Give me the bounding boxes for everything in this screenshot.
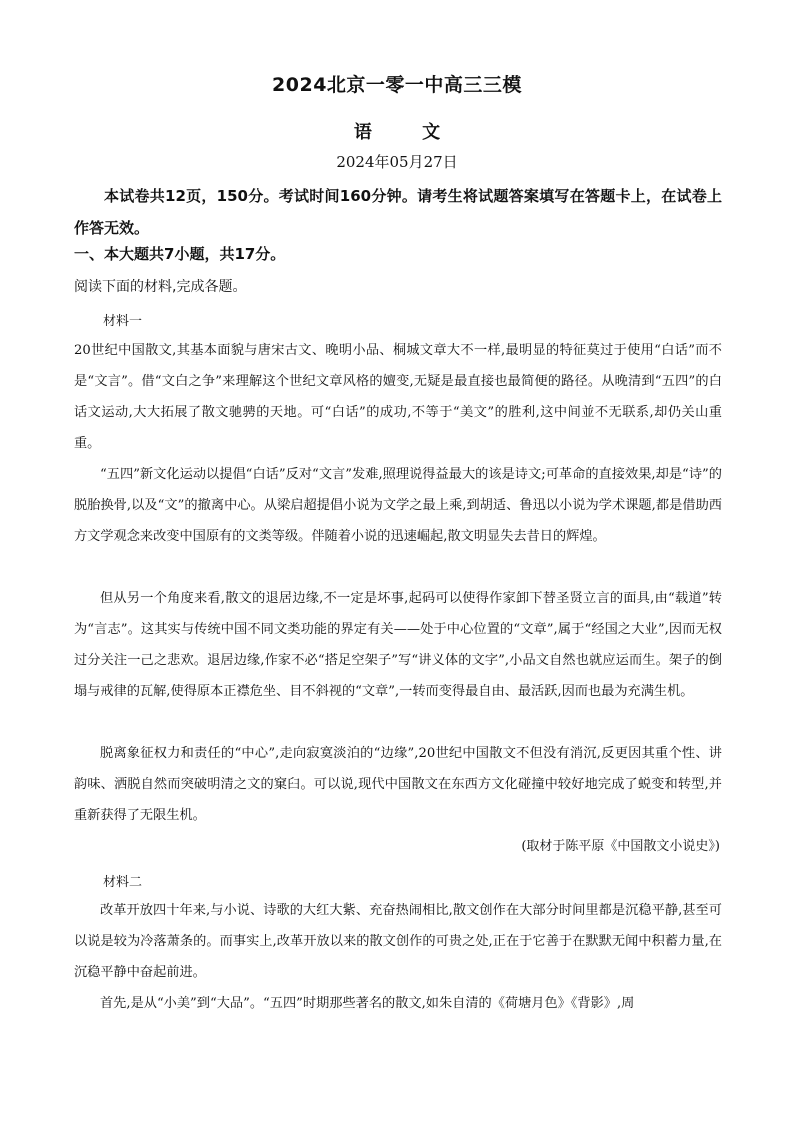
section-lead: 阅读下面的材料,完成各题。: [74, 279, 247, 295]
material-one-label: 材料一: [103, 314, 143, 329]
material-two-paragraph-1: 改革开放四十年来,与小说、诗歌的大红大紫、充奋热闹相比,散文创作在大部分时间里都是沉稳平静,甚至可以说是较为冷落萧条的。而事实上,改革开放以来的散文创作的可贵之处,正在于它善于在默默无闻中积蓄力量,在沉稳平静中奋起前进。: [74, 903, 722, 980]
material-one-paragraph-1: 20世纪中国散文,其基本面貌与唐宋古文、晚明小品、桐城文章大不一样,最明显的特征莫过于使用“白话”而不是“文言”。借“文白之争”来理解这个世纪文章风格的嬗变,无疑是最直接也最简便的路径。从晚清到“五四”的白话文运动,大大拓展了散文驰骋的天地。可“白话”的成功,不等于“美文”的胜利,这中间並不无联系,却仍关山重重。: [74, 343, 722, 451]
material-one-paragraph-3: 但从另一个角度来看,散文的退居边缘,不一定是坏事,起码可以使得作家卸下替圣贤立言的面具,由“载道”转为“言志”。这其实与传统中国不同文类功能的界定有关——处于中心位置的“文章”,属于“经国之大业”,因而无权过分关注一己之悲欢。退居边缘,作家不必“搭足空架子”写“讲义体的文字”,小品文自然也就应运而生。架子的倒塌与戒律的瓦解,使得原本正襟危坐、目不斜视的“文章”,一转而变得最自由、最活跃,因而也最为充满生机。: [74, 591, 722, 699]
material-one-paragraph-4: 脱离象征权力和责任的“中心”,走向寂寞淡泊的“边缘”,20世纪中国散文不但没有消沉,反更因其重个性、讲韵味、洒脱自然而突破明清之文的窠臼。可以说,现代中国散文在东西方文化碰撞中较好地完成了蜕变和转型,并重新获得了无限生机。: [74, 746, 722, 823]
section-heading: 一、本大题共7小题，共17分。: [74, 245, 286, 263]
exam-title: 2024北京一零一中高三三模: [272, 74, 522, 96]
exam-date: 2024年05月27日: [336, 153, 458, 171]
material-one-source: (取材于陈平原《中国散文小说史》): [521, 839, 720, 854]
material-two-label: 材料二: [103, 875, 143, 890]
exam-instructions: 本试卷共12页，150分。考试时间160分钟。请考生将试题答案填写在答题卡上，在试卷上作答无效。: [74, 187, 722, 237]
material-one-paragraph-2: “五四”新文化运动以提倡“白话”反对“文言”发难,照理说得益最大的该是诗文;可革命的直接效果,却是“诗”的脱胎换骨,以及“文”的撤离中心。从梁启超提倡小说为文学之最上乘,到胡适、鲁迅以小说为学术课题,都是借助西方文学观念来改变中国原有的文类等级。伴随着小说的迅速崛起,散文明显失去昔日的辉煌。: [74, 467, 722, 544]
material-two-paragraph-2: 首先,是从“小美”到“大品”。“五四”时期那些著名的散文,如朱自清的《荷塘月色》《背影》,周: [100, 996, 635, 1011]
subject-title: 语 文: [353, 122, 463, 143]
